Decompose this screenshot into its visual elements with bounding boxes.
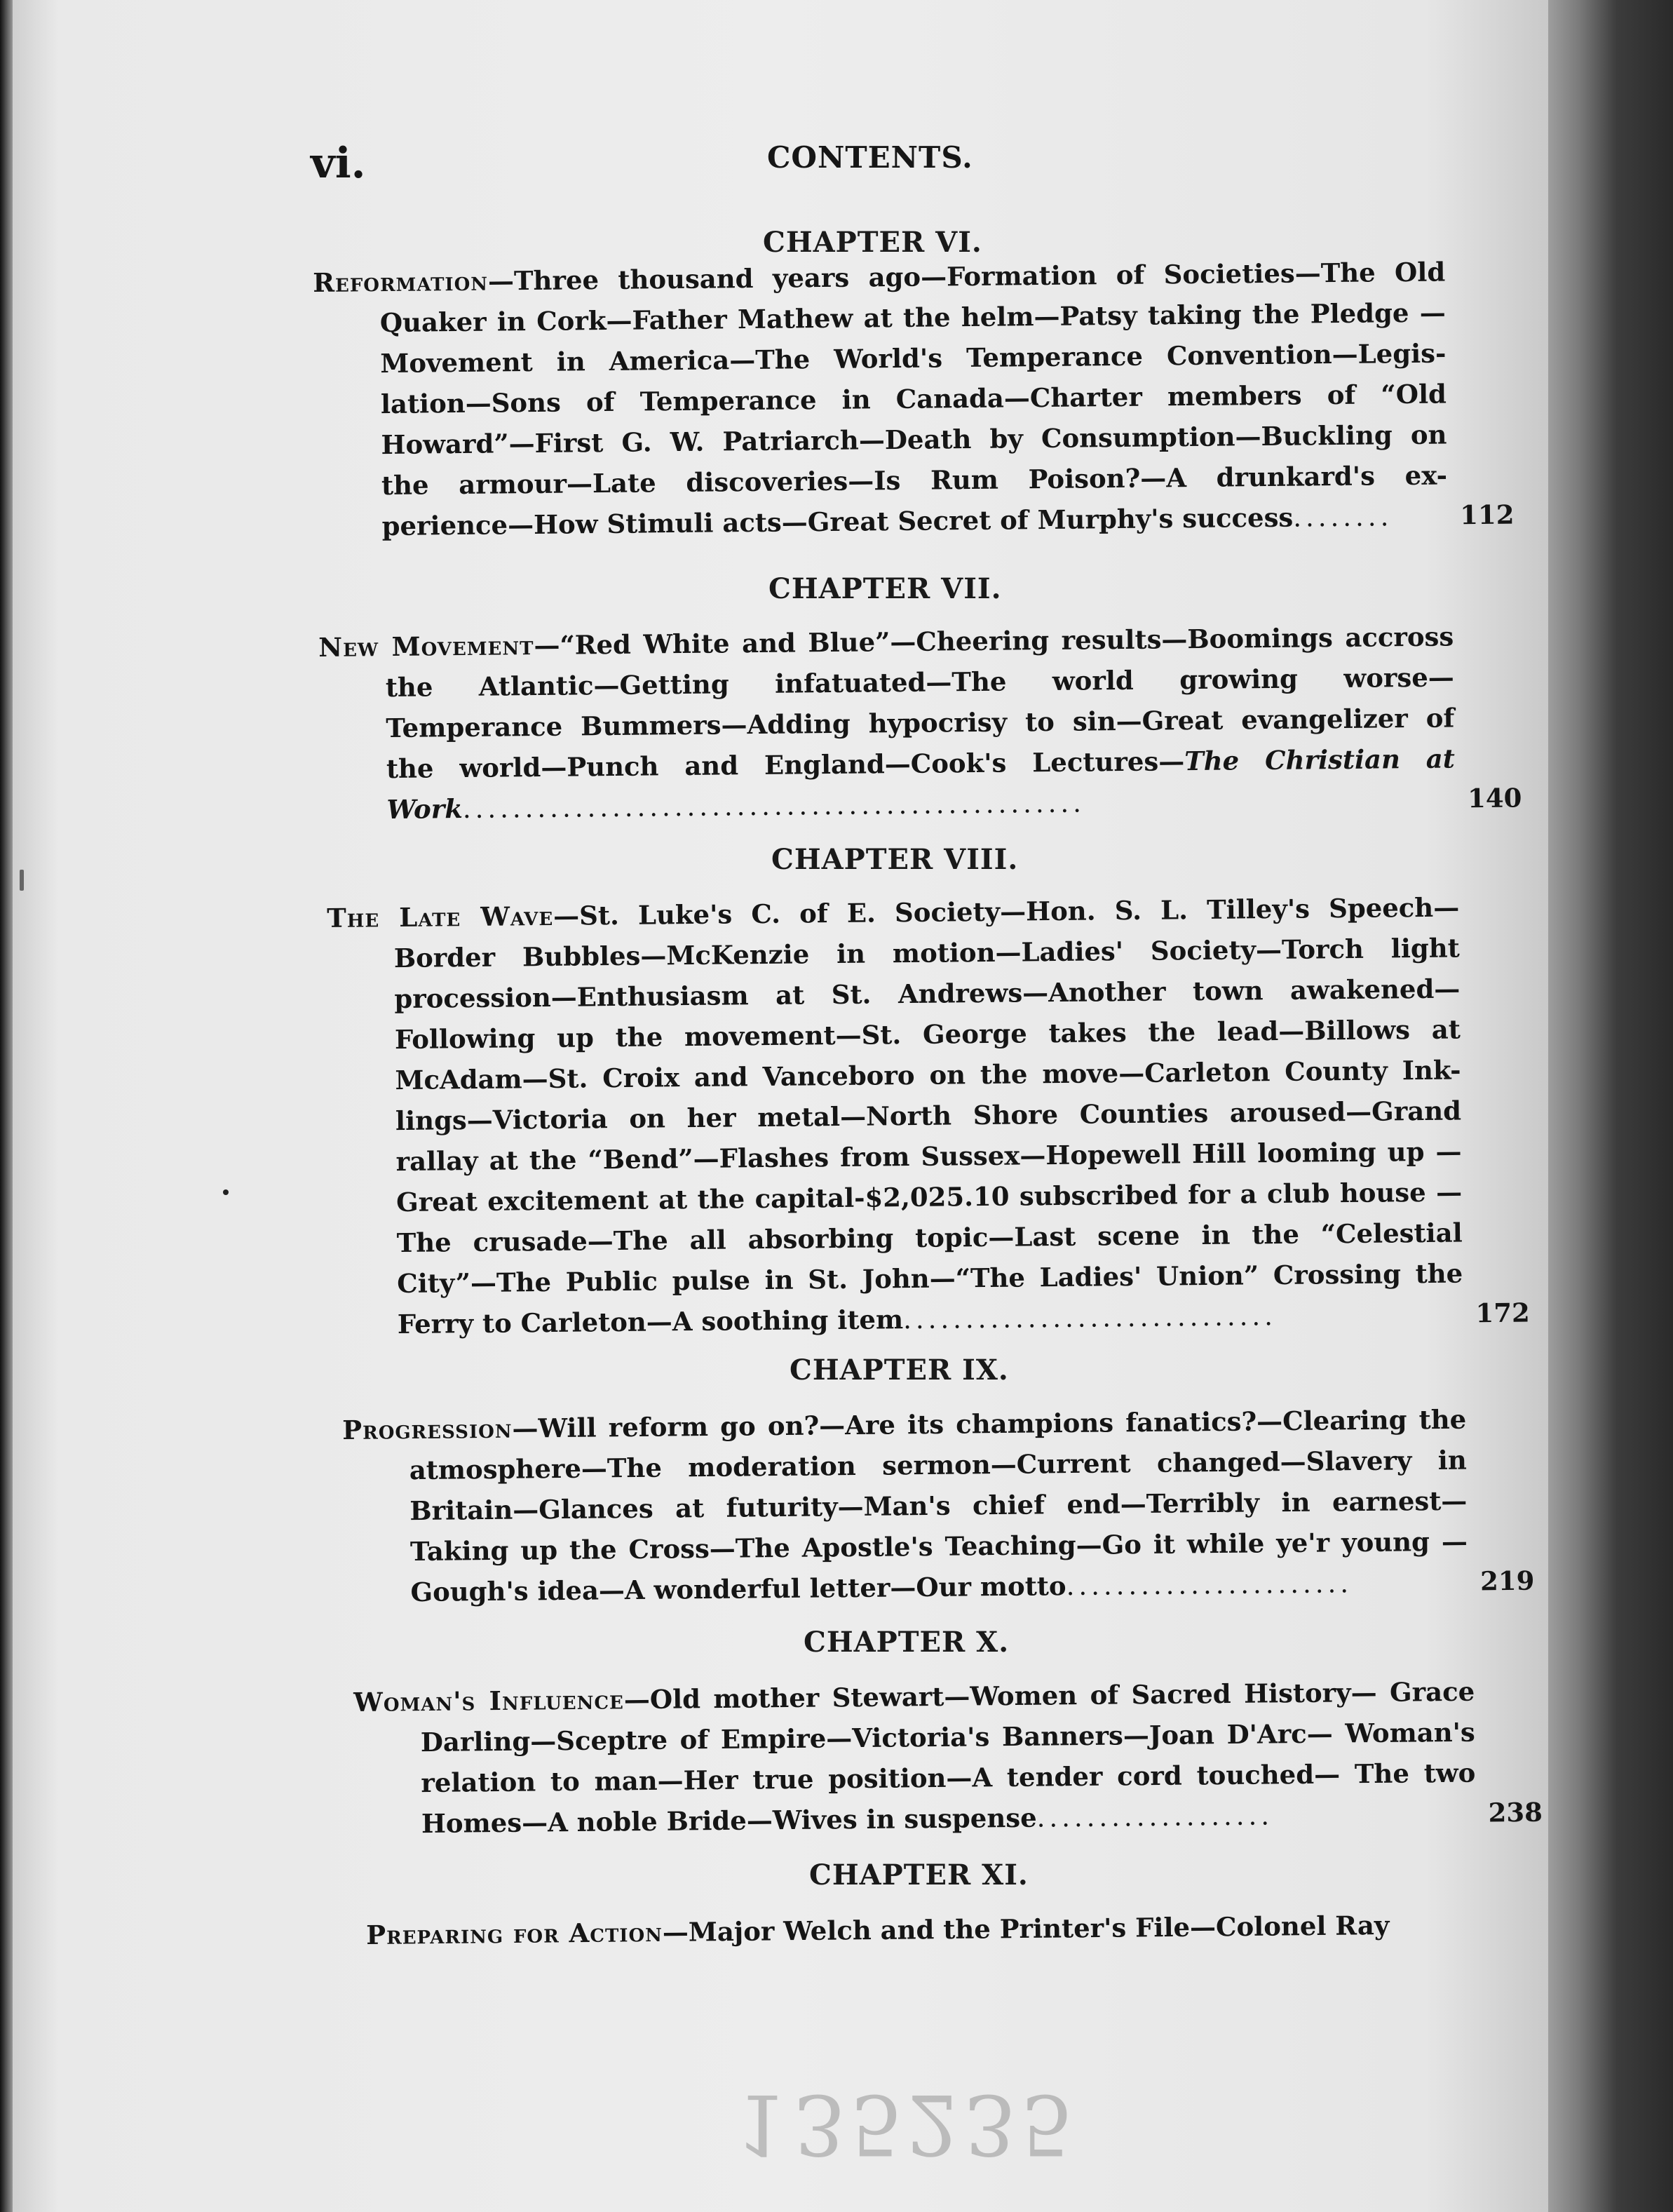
chapter-heading: CHAPTER X. — [804, 1626, 1010, 1659]
ink-speck — [20, 870, 24, 891]
chapter-heading: CHAPTER VIII. — [771, 843, 1019, 876]
entry-lead: Progression — [342, 1412, 513, 1445]
entry-text: —Three thousand years ago—Formation of Societies—The Old Quaker in Cork—Father Mathew at the helm—Patsy taking the Pledge —Movement in America—The World's Temperance Convention—Legis- lation—Sons of Temperance in Canada—Charter members of “Old Howard”—First G. W. Patriarch—Death by Consumption—Buckling on the armour—Late discoveries—Is Rum Poison?—A drunkard's ex- perience—How Stimuli acts—Great Secret of Murphy's success — [379, 256, 1448, 542]
entry-text: —Major Welch and the Printer's File—Colonel Ray — [662, 1909, 1390, 1948]
page-number: 219 — [1479, 1565, 1535, 1597]
page-number: 172 — [1475, 1297, 1530, 1329]
dot-leaders: .............................. — [902, 1301, 1278, 1335]
entry-lead: New Movement — [318, 630, 534, 663]
entry-text: —“Red White and Blue”—Cheering results—Boomings accross the Atlantic—Getting infatuated—The world growing worse— Temperance Bummers—Adding hypocrisy to sin—Great evangelizer of the world—Punch and England—Cook's Lectures— — [385, 621, 1455, 785]
dot-leaders: ........ — [1293, 501, 1393, 533]
page-number: 238 — [1488, 1796, 1543, 1828]
page-folio: vi. — [311, 139, 366, 188]
chapter-heading: CHAPTER IX. — [790, 1354, 1009, 1387]
entry-lead: Woman's Influence — [353, 1684, 625, 1718]
book-page — [13, 0, 1548, 2212]
chapter-heading: CHAPTER XI. — [809, 1859, 1029, 1891]
chapter-heading: CHAPTER VI. — [763, 226, 982, 259]
book-gutter-edge — [0, 0, 13, 2212]
ink-speck — [223, 1189, 229, 1195]
entry-lead: The Late Wave — [327, 900, 554, 933]
dot-leaders: ................... — [1036, 1800, 1274, 1833]
book-fore-edge — [1548, 0, 1673, 2212]
entry-lead: Preparing for Action — [366, 1916, 663, 1950]
entry-italic-title: The Christian at Work — [386, 743, 1456, 825]
chapter-heading: CHAPTER VII. — [768, 572, 1002, 605]
page-number: 112 — [1460, 499, 1515, 531]
dot-leaders: ....................... — [1066, 1568, 1353, 1602]
library-stamp: 135235 — [736, 2076, 1078, 2173]
page-number: 140 — [1467, 782, 1522, 814]
entry-text: —Will reform go on?—Are its champions fanatics?—Clearing the atmosphere—The moderation sermon—Current changed—Slavery in Britain—Glances at futurity—Man's chief end—Terribly in earnest— Taking up the Cross—The Apostle's Teaching—Go it while ye'r young —Gough's idea—A wonderful letter—Our motto — [409, 1403, 1468, 1608]
dot-leaders: .................................................. — [462, 788, 1086, 825]
entry-text: —Old mother Stewart—Women of Sacred History— Grace Darling—Sceptre of Empire—Victoria's Banners—Joan D'Arc— Woman's relation to man—Her true position—A tender cord touched— The two Homes—A noble Bride—Wives in suspense — [420, 1675, 1476, 1840]
entry-text: —St. Luke's C. of E. Society—Hon. S. L. Tilley's Speech— Border Bubbles—McKenzie in motion—Ladies' Society—Torch light procession—Enthusiasm at St. Andrews—Another town awakened— Following up the movement—St. George takes the lead—Billows at McAdam—St. Croix and Vanceboro on the move—Carleton County Ink- lings—Victoria on her metal—North Shore Counties aroused—Grand rallay at the “Bend”—Flashes from Sussex—Hopewell Hill looming up —Great excitement at the capital-$2,025.10 subscribed for a club house —The crusade—The all absorbing topic—Last scene in the “Celestial City”—The Public pulse in St. John—“The Ladies' Union” Crossing the Ferry to Carleton—A soothing item — [393, 891, 1463, 1340]
running-title: CONTENTS. — [767, 140, 973, 175]
entry-lead: Reformation — [313, 265, 489, 298]
